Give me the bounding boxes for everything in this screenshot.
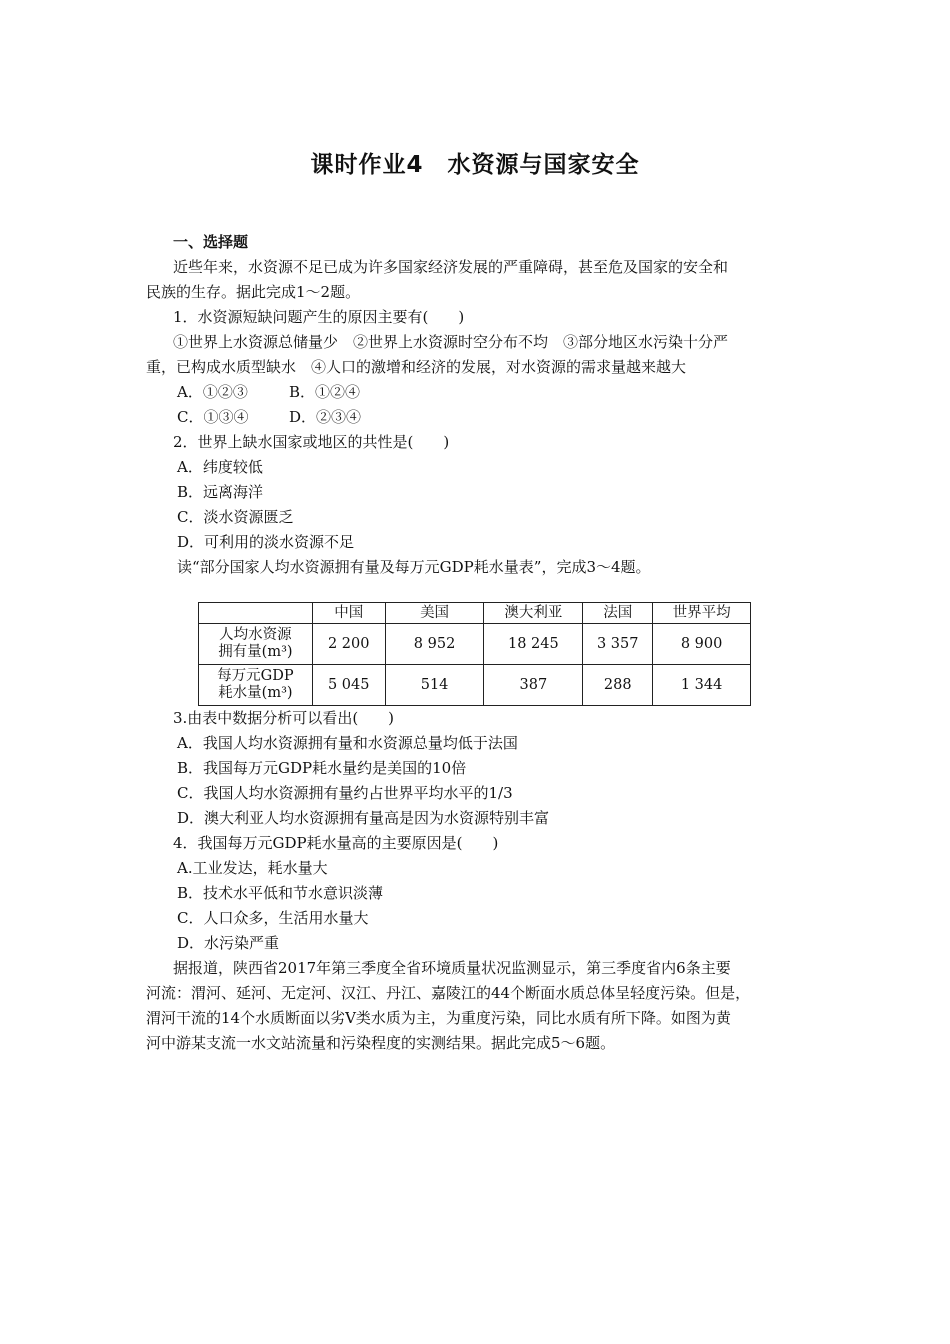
intro-paragraph-line: 民族的生存。据此完成1～2题。 [146, 283, 361, 301]
question-1-option-a: A．①②③ [177, 383, 248, 401]
table-cell: 2 200 [312, 624, 385, 665]
question-2-option-a: A．纬度较低 [177, 458, 263, 476]
question-4-option-d: D．水污染严重 [177, 934, 280, 952]
passage-line: 河流：渭河、延河、无定河、汉江、丹江、嘉陵江的44个断面水质总体呈轻度污染。但是， [146, 984, 751, 1002]
question-3-option-c: C．我国人均水资源拥有量约占世界平均水平的1/3 [177, 784, 513, 802]
table-header-row [199, 603, 751, 624]
table-header-cell: 世界平均 [653, 603, 751, 624]
question-3-option-a: A．我国人均水资源拥有量和水资源总量均低于法国 [177, 734, 518, 752]
intro-paragraph-line: 近些年来，水资源不足已成为许多国家经济发展的严重障碍，甚至危及国家的安全和 [173, 258, 729, 276]
passage-line: 河中游某支流一水文站流量和污染程度的实测结果。据此完成5～6题。 [146, 1034, 616, 1052]
row-label-line: 人均水资源 [219, 627, 292, 643]
row-label-line: 拥有量(m³) [218, 644, 293, 660]
question-2-option-d: D．可利用的淡水资源不足 [177, 533, 355, 551]
question-2-option-b: B．远离海洋 [177, 483, 264, 501]
question-4-option-b: B．技术水平低和节水意识淡薄 [177, 884, 384, 902]
table-row [199, 624, 751, 665]
question-2-stem: 2．世界上缺水国家或地区的共性是( ) [173, 433, 450, 451]
question-1-statements: 重，已构成水质型缺水 ④人口的激增和经济的发展，对水资源的需求量越来越大 [146, 358, 687, 376]
table-row [199, 665, 751, 706]
table-header-cell: 美国 [385, 603, 484, 624]
row-label-line: 耗水量(m³) [218, 685, 293, 701]
question-2-option-c: C．淡水资源匮乏 [177, 508, 294, 526]
passage-line: 渭河干流的14个水质断面以劣V类水质为主，为重度污染，同比水质有所下降。如图为黄 [146, 1009, 731, 1027]
table-row-label [199, 624, 313, 665]
page-title: 课时作业4 水资源与国家安全 [310, 152, 640, 178]
question-3-option-d: D．澳大利亚人均水资源拥有量高是因为水资源特别丰富 [177, 809, 550, 827]
data-table [198, 602, 751, 706]
question-1-statements: ①世界上水资源总储量少 ②世界上水资源时空分布不均 ③部分地区水污染十分严 [173, 333, 729, 351]
row-label-line: 每万元GDP [217, 668, 294, 684]
table-cell: 288 [583, 665, 653, 706]
table-header-cell [199, 603, 313, 624]
table-cell: 1 344 [653, 665, 751, 706]
table-cell: 8 952 [385, 624, 484, 665]
table-cell: 8 900 [653, 624, 751, 665]
question-1-stem: 1．水资源短缺问题产生的原因主要有( ) [173, 308, 465, 326]
table-cell: 18 245 [484, 624, 583, 665]
table-header-cell: 法国 [583, 603, 653, 624]
table-cell: 514 [385, 665, 484, 706]
question-1-option-d: D．②③④ [289, 408, 362, 426]
question-1-option-c: C．①③④ [177, 408, 249, 426]
passage-line: 据报道，陕西省2017年第三季度全省环境质量状况监测显示，第三季度省内6条主要 [173, 959, 731, 977]
table-cell: 5 045 [312, 665, 385, 706]
question-1-option-b: B．①②④ [289, 383, 361, 401]
table-cell: 3 357 [583, 624, 653, 665]
question-4-stem: 4．我国每万元GDP耗水量高的主要原因是( ) [173, 834, 499, 852]
table-cell: 387 [484, 665, 583, 706]
table-header-cell: 中国 [312, 603, 385, 624]
question-4-option-a: A.工业发达，耗水量大 [177, 859, 328, 877]
question-3-option-b: B．我国每万元GDP耗水量约是美国的10倍 [177, 759, 467, 777]
table-header-cell: 澳大利亚 [484, 603, 583, 624]
question-3-stem: 3.由表中数据分析可以看出( ) [173, 709, 395, 727]
table-intro: 读“部分国家人均水资源拥有量及每万元GDP耗水量表”，完成3～4题。 [177, 558, 651, 576]
question-4-option-c: C．人口众多，生活用水量大 [177, 909, 369, 927]
table-row-label [199, 665, 313, 706]
section-heading: 一、选择题 [173, 233, 249, 251]
